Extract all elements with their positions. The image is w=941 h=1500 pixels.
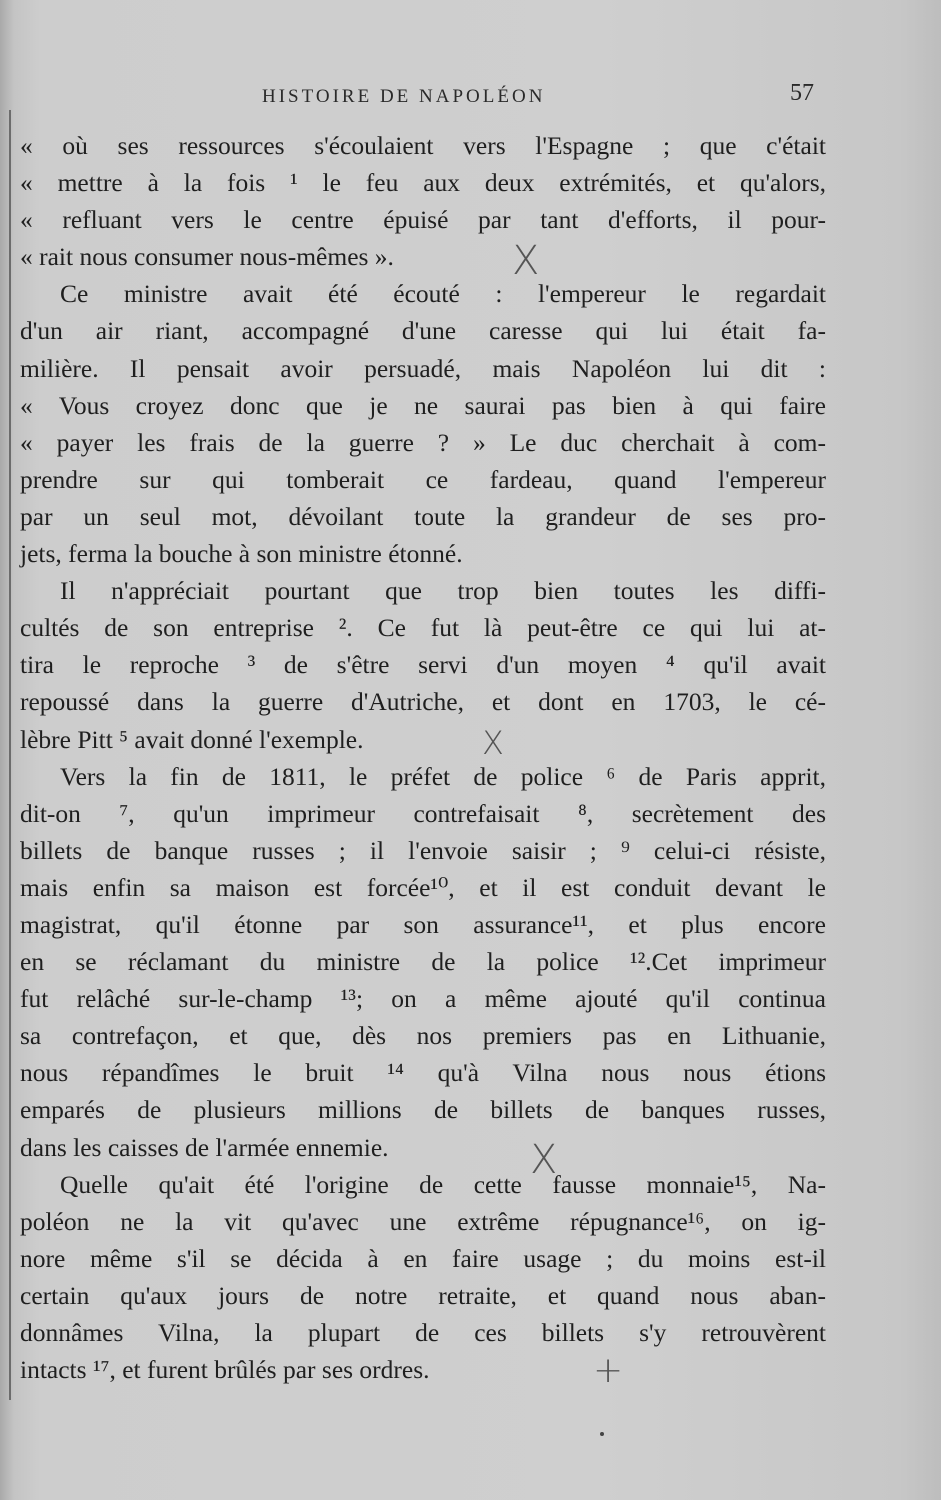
text-line: « Vous croyez donc que je ne saurai pas bien à qui faire <box>20 390 826 420</box>
text-line: sa contrefaçon, et que, dès nos premiers pas en Lithuanie, <box>20 1021 826 1051</box>
text-line: « où ses ressources s'écoulaient vers l'Espagne ; que c'était <box>20 131 826 160</box>
text-line: nous répandîmes le bruit ¹⁴ qu'à Vilna nous nous étions <box>20 1058 826 1088</box>
text-line: lèbre Pitt ⁵ avait donné l'exemple. <box>20 724 364 754</box>
pencil-mark: X <box>512 238 540 284</box>
specks <box>600 1432 604 1436</box>
text-line: mais enfin sa maison est forcée¹⁰, et il est conduit devant le <box>20 872 826 902</box>
text-line: intacts ¹⁷, et furent brûlés par ses ordres. <box>20 1355 430 1385</box>
text-line: nore même s'il se décida à en faire usage ; du moins est-il <box>20 1243 826 1273</box>
text-line: Quelle qu'ait été l'origine de cette fausse monnaie¹⁵, Na- <box>60 1169 826 1199</box>
text-line: « rait nous consumer nous-mêmes ». <box>20 242 394 272</box>
text-line: magistrat, qu'il étonne par son assurance¹¹, et plus encore <box>20 909 826 939</box>
text-line: prendre sur qui tomberait ce fardeau, quand l'empereur <box>20 464 826 494</box>
pencil-mark: + <box>593 1350 624 1391</box>
page-header <box>0 80 941 114</box>
text-line: « payer les frais de la guerre ? » Le duc cherchait à com- <box>20 427 826 457</box>
page-number: 57 <box>790 80 814 106</box>
running-title: HISTOIRE DE NAPOLÉON <box>262 86 546 107</box>
text-line: en se réclamant du ministre de la police ¹².Cet imprimeur <box>20 947 826 977</box>
body-text <box>20 127 826 1388</box>
text-line: poléon ne la vit qu'avec une extrême répugnance¹⁶, on ig- <box>20 1206 826 1236</box>
text-line: donnâmes Vilna, la plupart de ces billets s'y retrouvèrent <box>20 1318 826 1347</box>
text-line: repoussé dans la guerre d'Autriche, et dont en 1703, le cé- <box>20 687 826 717</box>
text-line: certain qu'aux jours de notre retraite, et quand nous aban- <box>20 1280 826 1310</box>
text-line: milière. Il pensait avoir persuadé, mais Napoléon lui dit : <box>20 353 826 383</box>
text-line: cultés de son entreprise ². Ce fut là peut-être ce qui lui at- <box>20 613 826 643</box>
text-line: d'un air riant, accompagné d'une caresse qui lui était fa- <box>20 316 826 346</box>
page-edge-line <box>9 110 11 1400</box>
pencil-mark: X <box>530 1137 558 1183</box>
text-line: tira le reproche ³ de s'être servi d'un moyen ⁴ qu'il avait <box>20 650 826 680</box>
text-line: emparés de plusieurs millions de billets de banques russes, <box>20 1095 826 1125</box>
text-line: par un seul mot, dévoilant toute la grandeur de ses pro- <box>20 501 826 531</box>
text-line: fut relâché sur-le-champ ¹³; on a même ajouté qu'il continua <box>20 984 826 1014</box>
text-line: Vers la fin de 1811, le préfet de police ⁶ de Paris apprit, <box>60 761 826 791</box>
text-line: Il n'appréciait pourtant que trop bien toutes les diffi- <box>60 576 826 606</box>
text-line: billets de banque russes ; il l'envoie saisir ; ⁹ celui-ci résiste, <box>20 835 826 865</box>
text-line: jets, ferma la bouche à son ministre étonné. <box>20 539 463 569</box>
text-line: dans les caisses de l'armée ennemie. <box>20 1132 389 1162</box>
pencil-mark: X <box>482 724 504 762</box>
text-line: « refluant vers le centre épuisé par tant d'efforts, il pour- <box>20 205 826 235</box>
text-line: Ce ministre avait été écouté : l'empereur le regardait <box>60 279 826 309</box>
text-line: « mettre à la fois ¹ le feu aux deux extrémités, et qu'alors, <box>20 168 826 198</box>
text-line: dit-on ⁷, qu'un imprimeur contrefaisait ⁸, secrètement des <box>20 798 826 828</box>
